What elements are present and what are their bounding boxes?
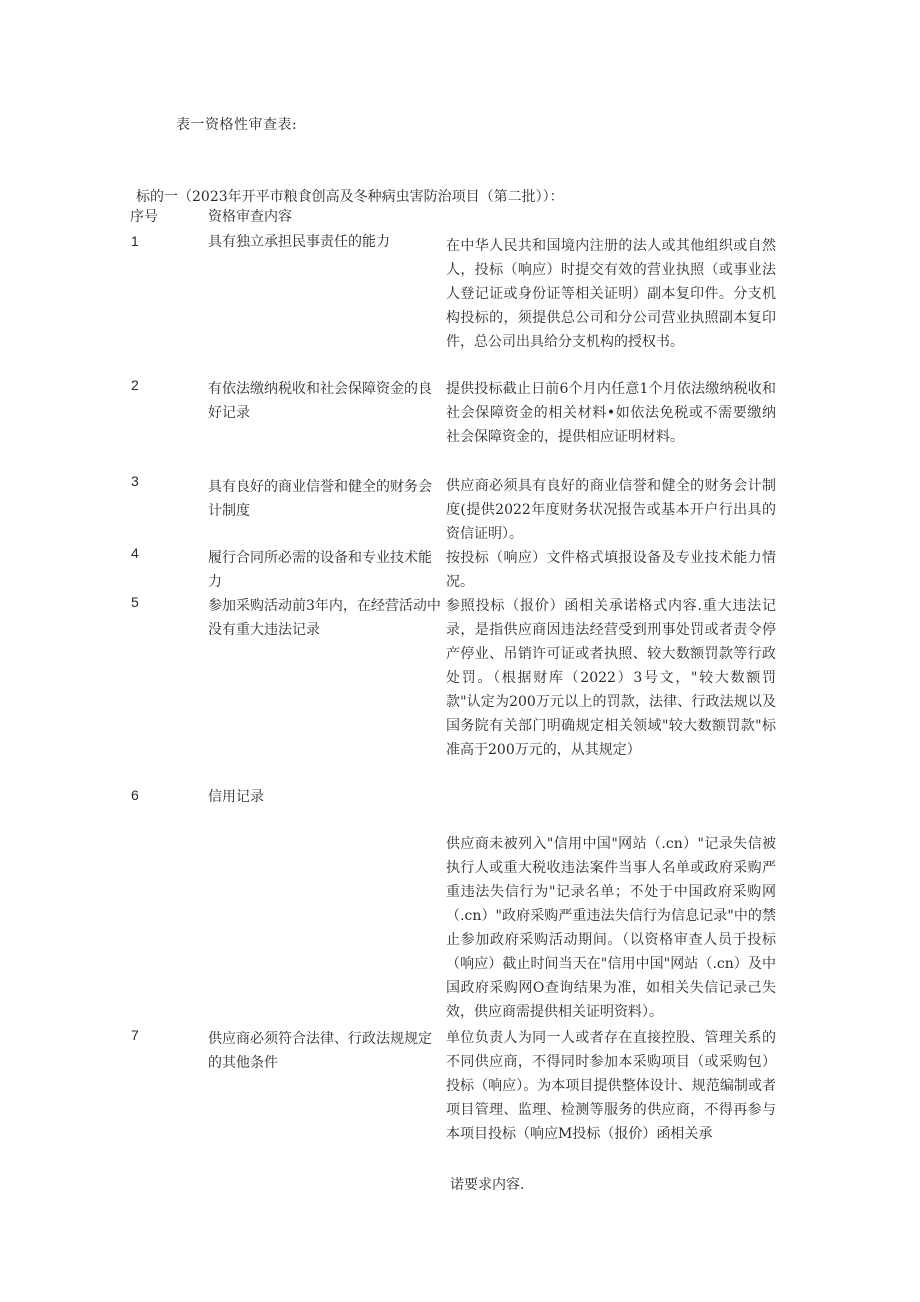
row-2-requirement: 提供投标截止日前6个月内任意1个月依法缴纳税收和社会保障资金的相关材料•如依法免税或不需要缴纳社会保障资金的，提供相应证明材料。 bbox=[446, 381, 776, 445]
header-serial-number: 序号 bbox=[130, 209, 158, 225]
row-6-item: 信用记录 bbox=[208, 789, 264, 805]
lot-title: 标的一（2023年开平市粮食创高及冬种病虫害防治项目（第二批））： bbox=[136, 189, 564, 205]
row-1-number: 1 bbox=[131, 233, 139, 249]
row-1-requirement: 在中华人民共和国境内注册的法人或其他组织或自然人，投标（响应）时提交有效的营业执照（或事业法人登记证或身份证等相关证明）副本复印件。分支机构投标的，须提供总公司和分公司营业执照副本复印件，总公司出具给分支机构的授权书。 bbox=[446, 238, 776, 350]
row-3-requirement: 供应商必须具有良好的商业信誉和健全的财务会计制度(提供2022年度财务状况报告或基本开户行出具的资信证明）。 bbox=[446, 478, 776, 542]
row-7-item: 供应商必须符合法律、行政法规规定的其他条件 bbox=[208, 1031, 432, 1071]
row-6-number: 6 bbox=[131, 787, 139, 803]
row-5-number: 5 bbox=[131, 594, 139, 610]
row-5-requirement: 参照投标（报价）函相关承诺格式内容.重大违法记录，是指供应商因违法经营受到刑事处罚或者责令停产停业、吊销许可证或者执照、较大数额罚款等行政处罚。（根据财库（2022）3号文，"较大数额罚款"认定为200万元以上的罚款，法律、行政法规以及国务院有关部门明确规定相关领域"较大数额罚款"标准高于200万元的，从其规定） bbox=[446, 598, 776, 758]
row-4-number: 4 bbox=[131, 545, 139, 561]
row-7-number: 7 bbox=[131, 1027, 139, 1043]
row-6-requirement: 供应商未被列入"信用中国"网站（.cn）"记录失信被执行人或重大税收违法案件当事人名单或政府采购严重违法失信行为"记录名单；不处于中国政府采购网（.cn）"政府采购严重违法失信行为信息记录"中的禁止参加政府采购活动期间。（以资格审查人员于投标（响应）截止时间当天在"信用中国"网站（.cn）及中国政府采购网O查询结果为准，如相关失信记录己失效，供应商需提供相关证明资料）。 bbox=[446, 836, 776, 1020]
row-4-item: 履行合同所必需的设备和专业技术能力 bbox=[208, 550, 432, 590]
document-title: 表一资格性审查表: bbox=[176, 117, 298, 133]
row-3-item: 具有良好的商业信誉和健全的财务会计制度 bbox=[208, 479, 432, 519]
row-2-item: 有依法缴纳税收和社会保障资金的良好记录 bbox=[208, 381, 432, 421]
row-3-number: 3 bbox=[131, 473, 139, 489]
row-7-requirement: 单位负责人为同一人或者存在直接控股、管理关系的不同供应商，不得同时参加本采购项目（或采购包）投标（响应）。为本项目提供整体设计、规范编制或者项目管理、监理、检测等服务的供应商，不得再参与本项目投标（响应M投标（报价）函相关承 bbox=[446, 1030, 776, 1142]
row-2-number: 2 bbox=[131, 377, 139, 393]
row-4-requirement: 按投标（响应）文件格式填报设备及专业技术能力情况。 bbox=[446, 550, 776, 590]
row-7-requirement-tail: 诺要求内容. bbox=[450, 1177, 525, 1193]
row-5-item: 参加采购活动前3年内，在经营活动中没有重大违法记录 bbox=[208, 598, 441, 638]
row-1-item: 具有独立承担民事责任的能力 bbox=[208, 234, 390, 250]
header-qualification-content: 资格审查内容 bbox=[208, 209, 292, 225]
